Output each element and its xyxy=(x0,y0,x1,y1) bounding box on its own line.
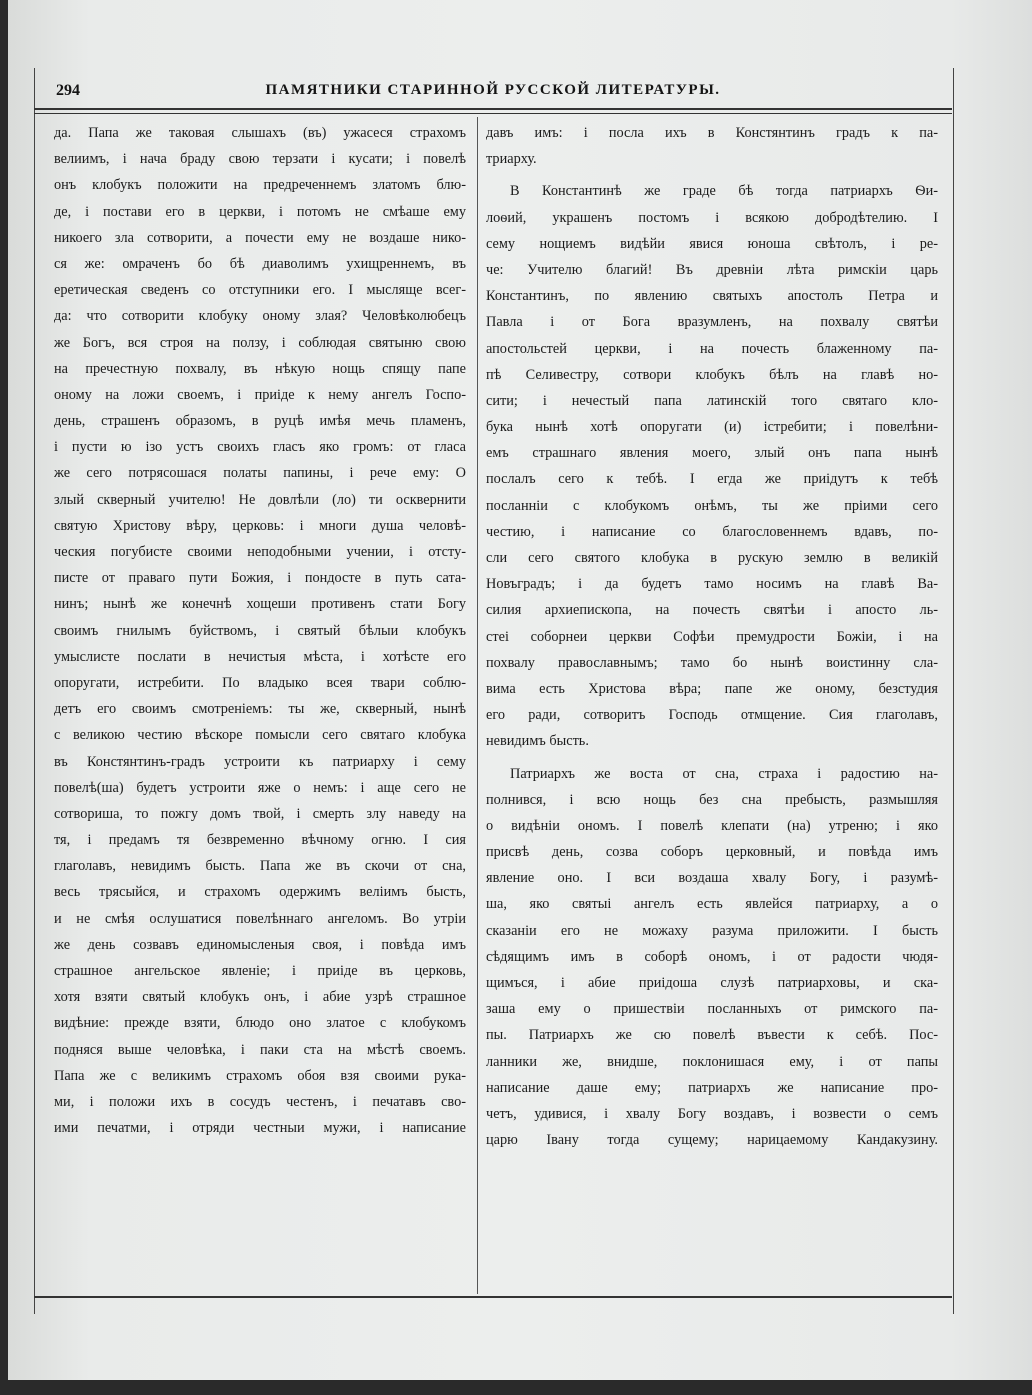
text-line: Новъградъ; і да будетъ тамо носимъ на главѣ Ва- xyxy=(486,576,938,593)
left-column xyxy=(54,120,466,1141)
text-line: сли сего святого клобука в рускую землю в великiй xyxy=(486,550,938,566)
text-line: сотвориша, то пожгу домъ твой, і смерть злу наведу на xyxy=(54,805,466,822)
text-line: на пречестную похвалу, въ нѣкую нощь спящу папе xyxy=(54,360,466,377)
text-line: полнився, і всю нощь без сна пребысть, размышляя xyxy=(486,791,938,808)
text-line: день, страшенъ образомъ, в руцѣ имѣя мечь пламенъ, xyxy=(54,413,466,430)
text-line: пы. Патриархъ же сю повелѣ въвести к себѣ. Пос- xyxy=(486,1027,938,1044)
text-line: писте от праваго пути Божия, і пондосте в путь сата- xyxy=(54,570,466,587)
running-title: ПАМЯТНИКИ СТАРИННОЙ РУССКОЙ ЛИТЕРАТУРЫ. xyxy=(265,82,721,98)
text-line: написание даше ему; патриархъ же написание про- xyxy=(486,1079,938,1096)
text-line: своимъ гнилымъ буйствомъ, і святый бѣлыи клобукъ xyxy=(54,622,466,639)
text-line: Папа же с великимъ страхомъ обоя взя своими рука- xyxy=(54,1067,466,1084)
text-line: четъ, удивися, і хвалу Богу воздавъ, і возвести о семъ xyxy=(486,1105,938,1122)
text-line: посланнiи с клобукомъ онѣмъ, ты же пріими сего xyxy=(486,497,938,514)
text-line: честию, і написание со благословеннемъ вдавъ, по- xyxy=(486,523,938,540)
text-line: вима есть Христова вѣра; папе же оному, безстудия xyxy=(486,680,938,697)
page-header xyxy=(34,72,952,106)
text-line: сказанiи его не можаху разума приложити. І бысть xyxy=(486,922,938,939)
text-line: повелѣ(ша) будетъ устроити яже о немъ: і аще сего не xyxy=(54,779,466,796)
text-line: стеі соборнеи церкви Софѣи премудрости Божiи, і на xyxy=(486,628,938,645)
text-line: емъ страшнаго явления моего, злый онъ папа нынѣ xyxy=(486,445,938,462)
text-line: Константинъ, по явлению святыхъ апостолъ Петра и xyxy=(486,288,938,305)
text-line: де, і постави его в церкви, і потомъ не смѣаше ему xyxy=(54,203,466,220)
text-line: святую Христову вѣру, церковь: і многи душа человѣ- xyxy=(54,517,466,534)
text-line: ланники же, внидше, поклонишася ему, і от папы xyxy=(486,1053,938,1070)
text-line: ими печатми, і отряди честныи мужи, і написание xyxy=(54,1120,466,1137)
text-line: страшное ангельское явленiе; і приіде въ церковь, xyxy=(54,963,466,979)
text-line: детъ его своимъ смотренiемъ: ты же, скверный, нынѣ xyxy=(54,701,466,718)
text-line: злый скверный учителю! Не довлѣли (ло) ти осквернити xyxy=(54,491,466,508)
text-line: онъ клобукъ положити на предреченнемъ златомъ блю- xyxy=(54,177,466,194)
text-line: щимъся, і абие приідоша слузѣ патриарховы, и ска- xyxy=(486,975,938,991)
text-line: о видѣнiи ономъ. І повелѣ клепати (на) утреню; і яко xyxy=(486,817,938,834)
text-line: явление оно. І вси воздаша хвалу Богу, і разумѣ- xyxy=(486,870,938,887)
footer-rule xyxy=(34,1296,952,1298)
text-line: умыслисте послати в нечистыя мѣста, і хотѣсте его xyxy=(54,648,466,665)
text-line: Патриархъ же воста от сна, страха і радостию на- xyxy=(510,765,938,782)
text-line: весь трясыйся, и страхомъ одержимъ велiимъ бысть, xyxy=(54,884,466,901)
text-line: же сего потрясошася полаты папины, і рече ему: О xyxy=(54,465,466,482)
text-line: оному на ложи своемъ, і приіде к нему ангелъ Госпо- xyxy=(54,386,466,403)
text-line: царю Івану тогда сущему; нарицаемому Кандакузину. xyxy=(486,1132,938,1149)
text-line: хотя взяти святый клобукъ онъ, і абие узрѣ страшное xyxy=(54,989,466,1006)
text-line: въ Констянтинъ-градъ устроити къ патриарху і сему xyxy=(54,753,466,770)
text-line: нинъ; нынѣ же конечнѣ хощеши противенъ стати Богу xyxy=(54,596,466,613)
text-line: ми, і положи ихъ в сосудъ честенъ, і печатавъ сво- xyxy=(54,1093,466,1110)
text-line: послалъ сего к тебѣ. І егда же приідутъ к тебѣ xyxy=(486,471,938,488)
text-line: же день созвавъ единомысленыя своя, і повѣда имъ xyxy=(54,936,466,953)
text-line: бука нынѣ хотѣ опоругати (и) істребити; і повелѣни- xyxy=(486,419,938,436)
text-line: ческия погубисте своими неподобными учении, і отсту- xyxy=(54,544,466,560)
text-line: опоругати, истребити. По владыко всея твари соблю- xyxy=(54,674,466,691)
text-line: и не смѣя ослушатися повелѣннаго ангеломъ. Во утрiи xyxy=(54,910,466,927)
text-line: же Богъ, вся строя на ползу, і соблюдая святыню свою xyxy=(54,334,466,351)
text-line: В Константинѣ же граде бѣ тогда патриархъ Ѳи- xyxy=(510,183,938,200)
text-line: тя, і предамъ тя безвременно вѣчному огню. І сия xyxy=(54,832,466,849)
right-column xyxy=(486,120,938,1153)
text-line: Павла і от Бога вразумленъ, на похвалу святѣи xyxy=(486,314,938,331)
text-line: видѣние: прежде взяти, блюдо оно златое с клобукомъ xyxy=(54,1015,466,1032)
text-line: силия архиепископа, на почесть святѣи і апосто ль- xyxy=(486,602,938,619)
text-line: триарху. xyxy=(486,151,537,168)
text-line: заша ему о пришествiи посланныхъ от римского па- xyxy=(486,1001,938,1018)
text-line: пѣ Селивестру, сотвори клобукъ бѣлъ на главѣ но- xyxy=(486,366,938,383)
text-line: ша, яко святыі ангелъ есть явлейся патриарху, а о xyxy=(486,896,938,913)
text-line: давъ имъ: і посла ихъ в Констянтинъ градъ к па- xyxy=(486,125,938,141)
text-line: подняся выше человѣка, і паки ста на мѣстѣ своемъ. xyxy=(54,1041,466,1058)
text-line: і пусти ю ізо устъ своихъ гласъ яко громъ: от гласа xyxy=(54,439,466,456)
text-line: сему нощиемъ видѣйи явися юноша свѣтолъ, і ре- xyxy=(486,235,938,252)
text-line: ся же: омраченъ бо бѣ диаволимъ ухищреннемъ, въ xyxy=(54,255,466,272)
text-line: лоѳий, украшенъ постомъ і всякою добродѣтелию. І xyxy=(486,209,938,226)
header-rule xyxy=(34,108,952,114)
text-line: да. Папа же таковая слышахъ (въ) ужасеся страхомъ xyxy=(54,125,466,141)
text-line: с великою честию вѣскоре помысли сего святаго клобука xyxy=(54,727,466,744)
text-line: никоего зла сотворити, а почести ему не воздаше нико- xyxy=(54,229,466,246)
text-line: апостольстей церкви, і на почесть блаженному па- xyxy=(486,340,938,357)
text-line: сити; і нечестый папа латинскiй того святаго кло- xyxy=(486,392,938,409)
text-line: его ради, сотворитъ Господь отмщение. Сия глаголавъ, xyxy=(486,707,938,724)
text-line: похвалу православнымъ; тамо бо нынѣ воистинну сла- xyxy=(486,654,938,671)
text-line: сѣдящимъ имъ в соборѣ ономъ, і от радости чюдя- xyxy=(486,948,938,965)
text-line: глаголавъ, невидимъ бысть. Папа же въ скочи от сна, xyxy=(54,858,466,875)
text-line: еретическая сведенъ со отступники его. І мыслящe всег- xyxy=(54,282,466,299)
column-divider xyxy=(477,117,478,1294)
text-line: присвѣ день, созва соборъ церковный, и повѣда имъ xyxy=(486,844,938,861)
text-line: велиимъ, і нача браду свою терзати і кусати; і повелѣ xyxy=(54,151,466,168)
text-line: да: что сотворити клобуку оному злая? Человѣколюбецъ xyxy=(54,308,466,325)
page-number: 294 xyxy=(56,82,80,99)
text-line: че: Учителю благий! Въ древнiи лѣта римскiи царь xyxy=(486,261,938,278)
text-line: невидимъ бысть. xyxy=(486,733,589,750)
